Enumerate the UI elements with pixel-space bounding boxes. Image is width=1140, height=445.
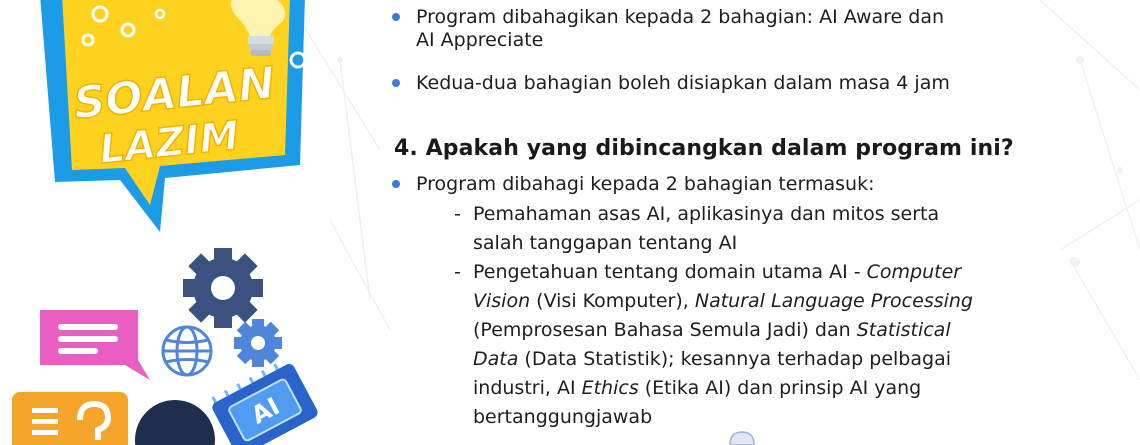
chat-bubble-icon bbox=[40, 310, 150, 380]
globe-icon bbox=[163, 327, 211, 375]
sub-item-line: (Pemprosesan Bahasa Semula Jadi) dan Statistical bbox=[473, 319, 951, 341]
bullet-dot bbox=[392, 13, 400, 21]
bullet-dot bbox=[392, 180, 400, 188]
person-icon bbox=[135, 400, 215, 445]
badge-line2: LAZIM bbox=[97, 112, 242, 174]
sub-item-line: Data (Data Statistik); kesannya terhadap pelbagai bbox=[473, 348, 951, 370]
badge-line1: SOALAN bbox=[71, 57, 278, 130]
sub-item-line: Pemahaman asas AI, aplikasinya dan mitos serta bbox=[473, 203, 940, 225]
gear-icon bbox=[183, 248, 263, 328]
question-heading: 4. Apakah yang dibincangkan dalam program ini? bbox=[394, 136, 1014, 161]
bullet-text-line: Kedua-dua bahagian boleh disiapkan dalam masa 4 jam bbox=[416, 72, 950, 94]
sub-item-line: bertanggungjawab bbox=[473, 406, 653, 428]
document-icon bbox=[12, 392, 128, 445]
bullet-text-line: Program dibahagi kepada 2 bahagian termasuk: bbox=[416, 173, 875, 195]
ai-chip-icon bbox=[207, 357, 319, 445]
dash: - bbox=[454, 261, 461, 283]
bullet-text-line: Program dibahagikan kepada 2 bahagian: AI Aware dan bbox=[416, 6, 945, 28]
sub-item-line: Vision (Visi Komputer), Natural Language Processing bbox=[473, 290, 973, 312]
small-gear-icon bbox=[234, 319, 282, 367]
bulb-fragment-icon bbox=[722, 430, 762, 445]
bullet-dot bbox=[392, 79, 400, 87]
sub-item-line: industri, AI Ethics (Etika AI) dan prinsip AI yang bbox=[473, 377, 922, 399]
chip-label: AI bbox=[246, 392, 285, 430]
sub-item-line: Pengetahuan tentang domain utama AI - Computer bbox=[473, 261, 962, 283]
sub-item-line: salah tanggapan tentang AI bbox=[473, 232, 738, 254]
soalan-lazim-illustration bbox=[0, 0, 330, 445]
bullet-text-line: AI Appreciate bbox=[416, 29, 544, 51]
dash: - bbox=[454, 203, 461, 225]
